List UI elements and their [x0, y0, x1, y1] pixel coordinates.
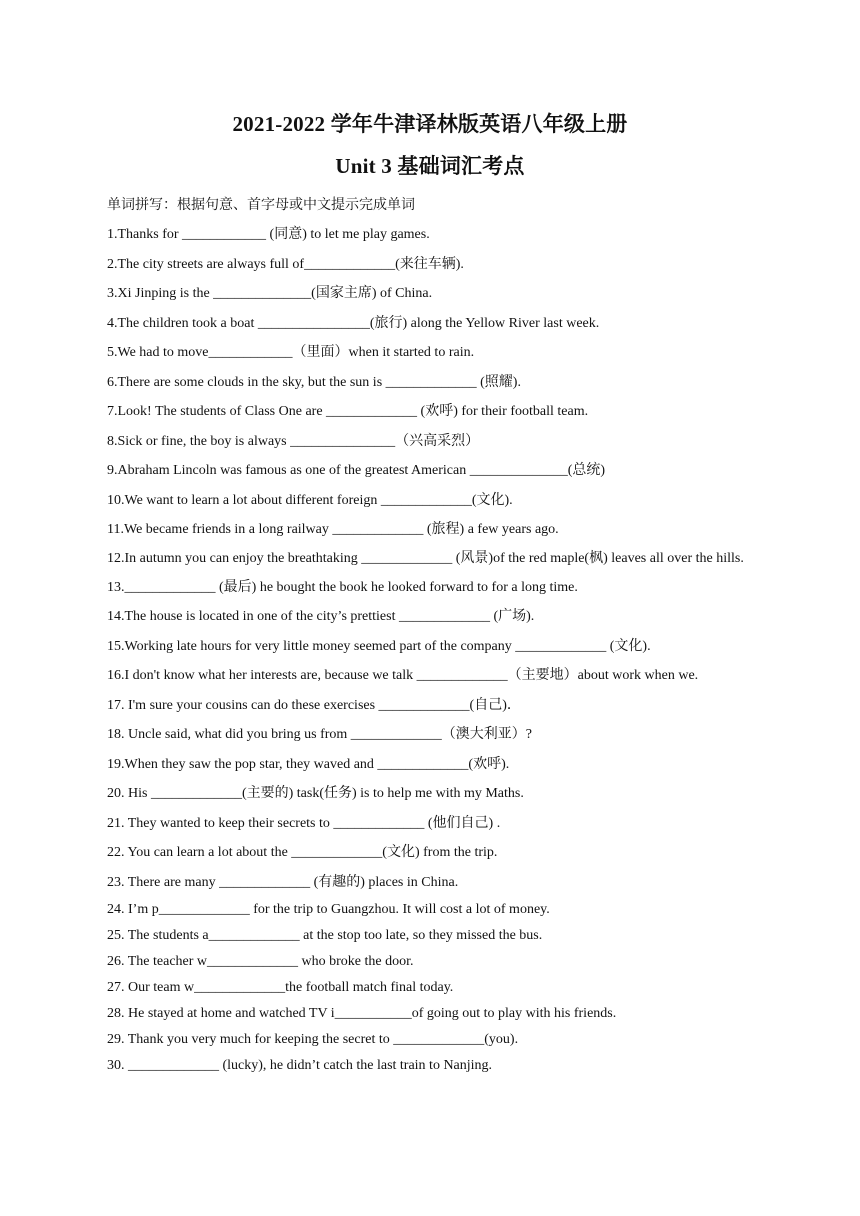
- question-item: 7.Look! The students of Class One are _____________ (欢呼) for their football team.: [107, 404, 589, 419]
- question-item: 10.We want to learn a lot about different foreign _____________(文化).: [107, 492, 513, 508]
- question-item: 27. Our team w_____________the football match final today.: [107, 980, 454, 995]
- question-item: 13._____________ (最后) he bought the book he looked forward to for a long time.: [107, 579, 578, 595]
- question-item: 14.The house is located in one of the city’s prettiest _____________ (广场).: [107, 609, 535, 624]
- question-item: 5.We had to move____________（里面）when it started to rain.: [107, 345, 475, 360]
- question-item: 15.Working late hours for very little money seemed part of the company _____________ (文化).: [107, 638, 651, 654]
- question-item: 4.The children took a boat ________________(旅行) along the Yellow River last week.: [107, 315, 600, 331]
- worksheet-subtitle: Unit 3 基础词汇考点: [335, 154, 525, 178]
- question-item: 24. I’m p_____________ for the trip to Guangzhou. It will cost a lot of money.: [107, 902, 550, 917]
- question-item: 23. There are many _____________ (有趣的) places in China.: [107, 874, 459, 890]
- question-item: 26. The teacher w_____________ who broke the door.: [107, 954, 414, 969]
- question-item: 29. Thank you very much for keeping the secret to _____________(you).: [107, 1032, 519, 1047]
- question-item: 18. Uncle said, what did you bring us from _____________（澳大利亚）?: [107, 727, 533, 742]
- question-item: 25. The students a_____________ at the stop too late, so they missed the bus.: [107, 928, 543, 943]
- question-item: 6.There are some clouds in the sky, but the sun is _____________ (照耀).: [107, 374, 521, 390]
- question-item: 12.In autumn you can enjoy the breathtaking _____________ (风景)of the red maple(枫) leaves all over the hills.: [107, 550, 744, 566]
- question-item: 21. They wanted to keep their secrets to _____________ (他们自己) .: [107, 815, 501, 831]
- question-list: [107, 220, 767, 1079]
- worksheet-title: 2021-2022 学年牛津译林版英语八年级上册: [232, 112, 628, 136]
- question-item: 11.We became friends in a long railway _____________ (旅程) a few years ago.: [107, 522, 559, 537]
- question-item: 9.Abraham Lincoln was famous as one of the greatest American ______________(总统): [107, 463, 606, 478]
- question-item: 28. He stayed at home and watched TV i___________of going out to play with his friends.: [107, 1006, 617, 1021]
- question-item: 8.Sick or fine, the boy is always _______________（兴高采烈）: [107, 433, 480, 449]
- question-item: 3.Xi Jinping is the ______________(国家主席) of China.: [107, 286, 433, 301]
- question-item: 20. His _____________(主要的) task(任务) is to help me with my Maths.: [107, 786, 524, 801]
- question-item: 16.I don't know what her interests are, because we talk _____________（主要地）about work when we.: [107, 668, 699, 683]
- question-item: 22. You can learn a lot about the _____________(文化) from the trip.: [107, 845, 498, 860]
- question-item: 1.Thanks for ____________ (同意) to let me play games.: [107, 227, 430, 242]
- question-item: 2.The city streets are always full of_____________(来往车辆).: [107, 256, 464, 272]
- question-item: 17. I'm sure your cousins can do these exercises _____________(自己)．: [107, 697, 521, 713]
- question-item: 30. _____________ (lucky), he didn’t catch the last train to Nanjing.: [107, 1058, 493, 1073]
- instruction-text: 单词拼写：根据句意、首字母或中文提示完成单词: [107, 198, 415, 213]
- question-item: 19.When they saw the pop star, they waved and _____________(欢呼).: [107, 756, 510, 772]
